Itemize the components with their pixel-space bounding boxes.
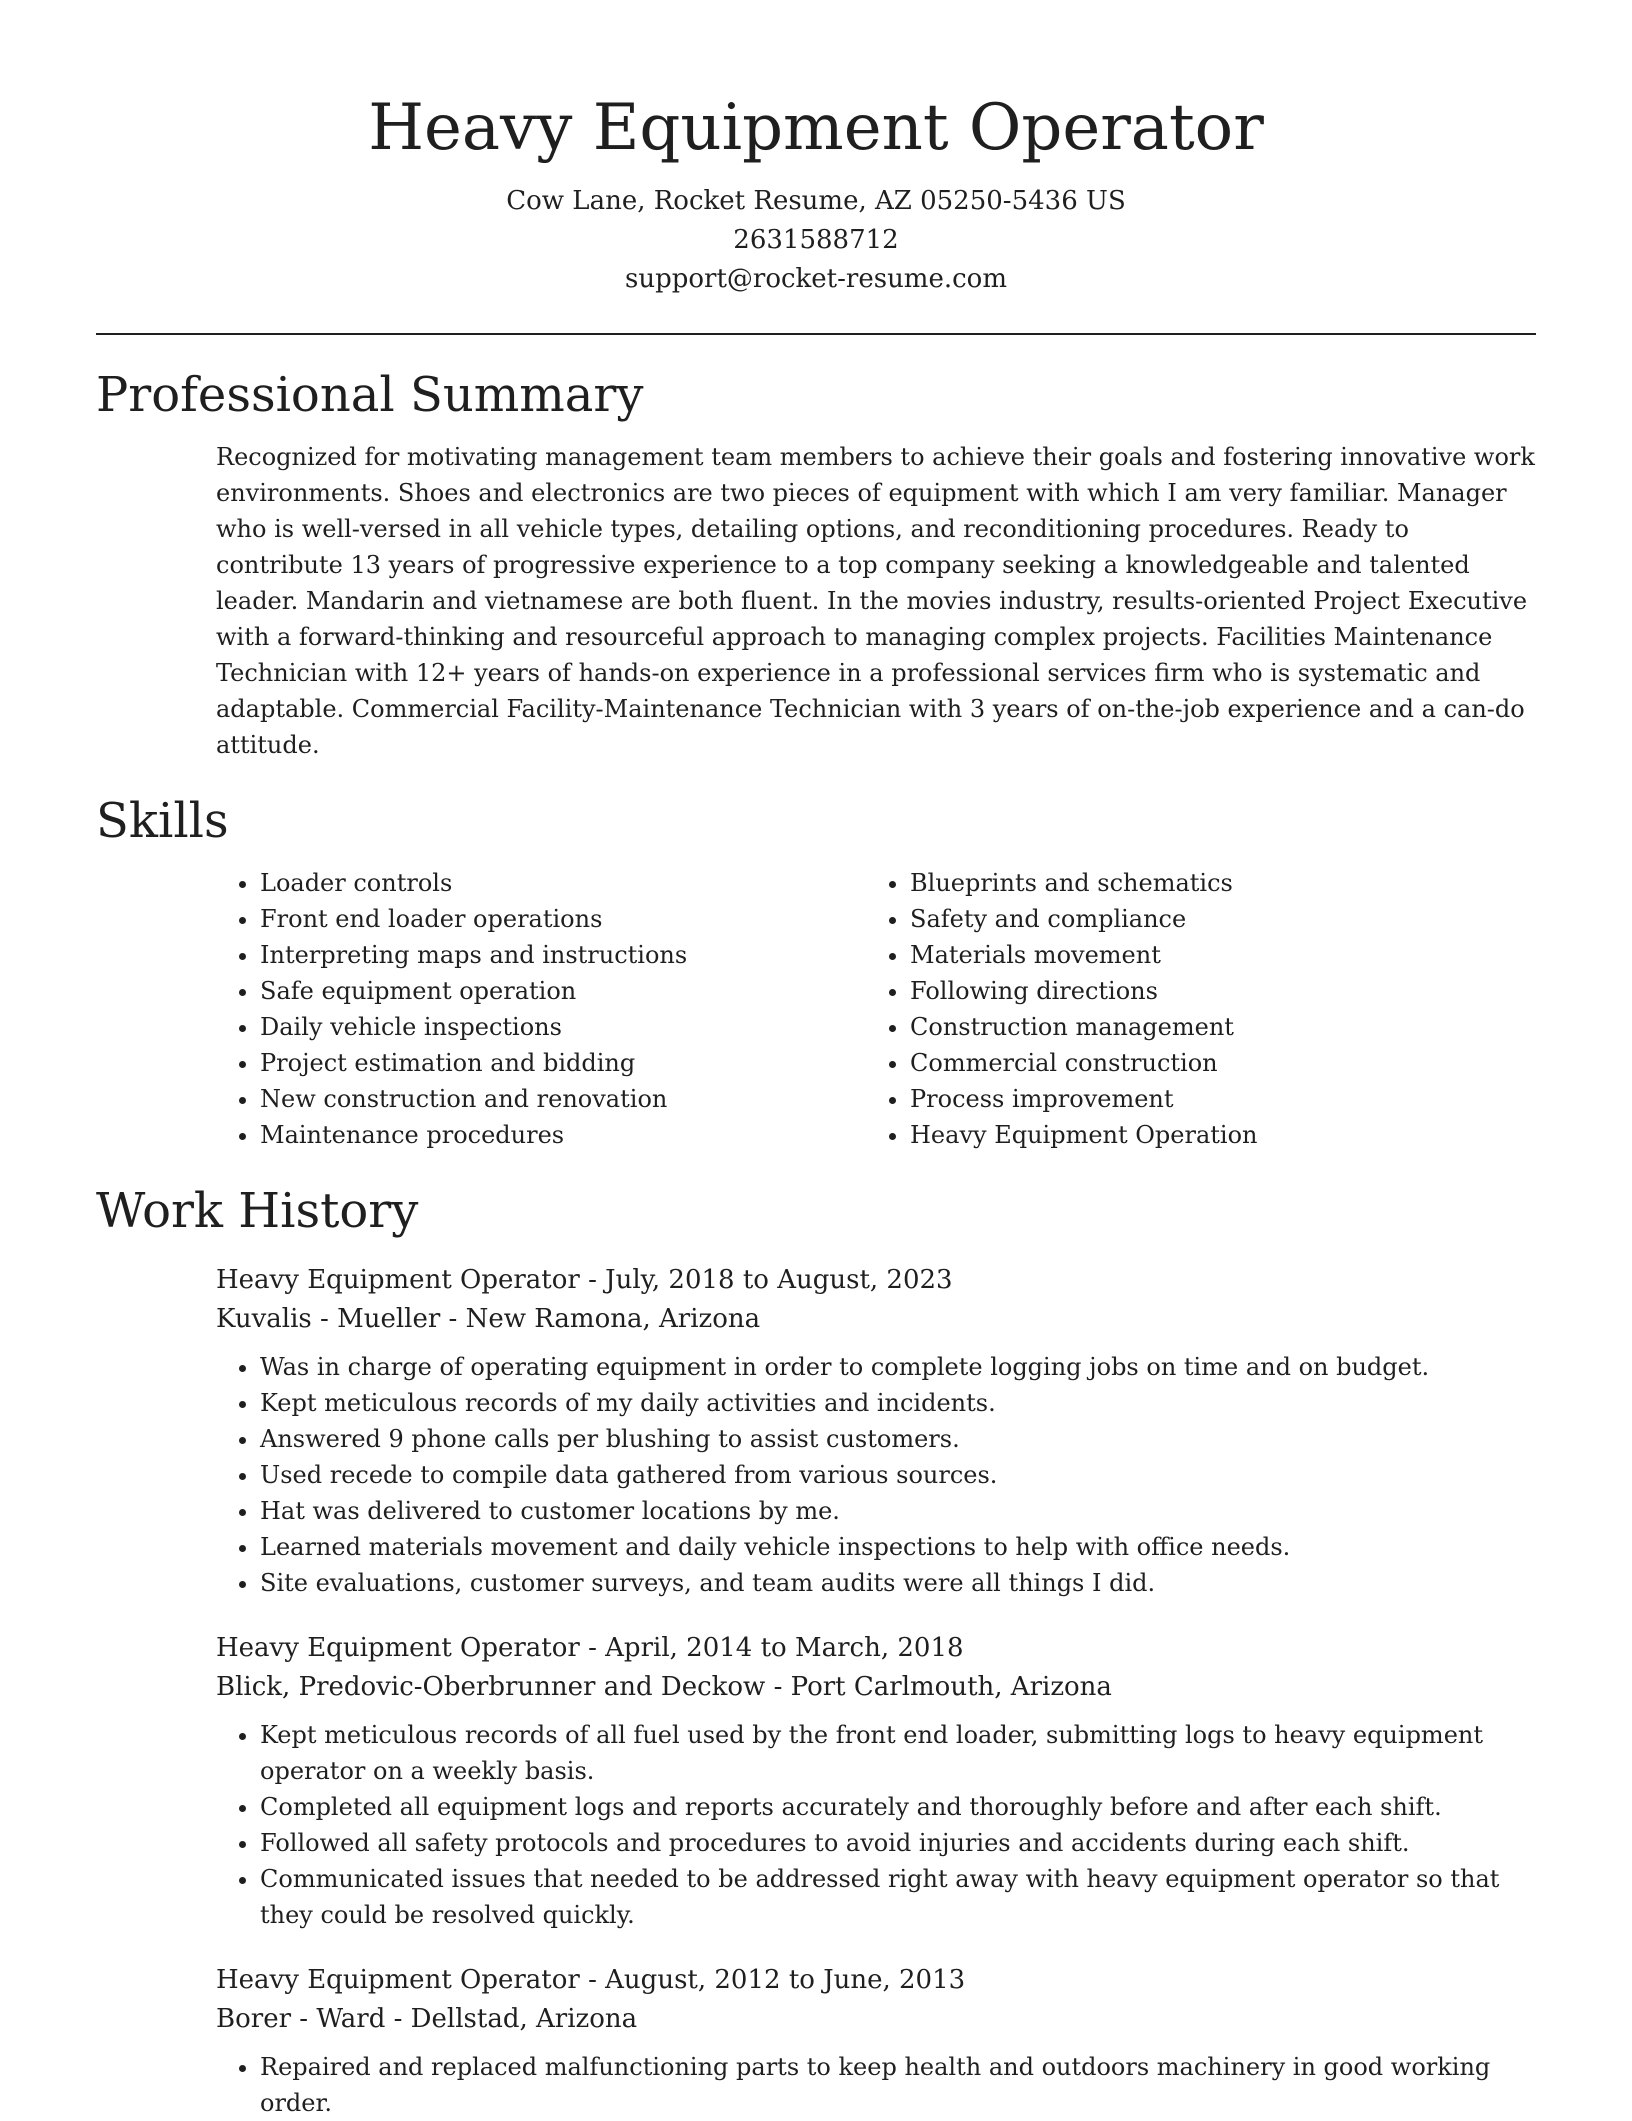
job-entry	[216, 1629, 1536, 1933]
skills-heading: Skills	[96, 793, 229, 849]
skill-item: • Loader controls	[260, 865, 866, 901]
job-company: Blick, Predovic-Oberbrunner and Deckow	[216, 1672, 766, 1702]
contact-address: Cow Lane, Rocket Resume, AZ 05250-5436 US	[506, 186, 1126, 216]
skills-list-right	[866, 865, 1516, 1153]
skill-item: • Blueprints and schematics	[910, 865, 1516, 901]
job-bullets	[216, 1717, 1536, 1933]
summary-section	[96, 363, 1536, 763]
job-bullet: • Followed all safety protocols and procedures to avoid injuries and accidents during each shift.	[260, 1825, 1536, 1861]
job-company: Kuvalis - Mueller	[216, 1304, 441, 1334]
skills-list-left	[216, 865, 866, 1153]
job-title-line	[216, 1961, 1536, 2000]
job-title-line	[216, 1261, 1536, 1300]
summary-text: Recognized for motivating management team members to achieve their goals and fostering innovative work environments. Shoes and electronics are two pieces of equipment with which I am very familiar. Manager who is well-versed in all vehicle types, detailing options, and reconditioning procedures. Ready to contribute 13 years of progressive experience to a top company seeking a knowledgeable and talented leader. Mandarin and vietnamese are both fluent. In the movies industry, results-oriented Project Executive with a forward-thinking and resourceful approach to managing complex projects. Facilities Maintenance Technician with 12+ years of hands-on experience in a professional services firm who is systematic and adaptable. Commercial Facility-Maintenance Technician with 3 years of on-the-job experience and a can-do attitude.	[216, 443, 1535, 759]
job-role: Heavy Equipment Operator	[216, 1965, 580, 1995]
job-bullets	[216, 2049, 1536, 2121]
job-company-line	[216, 1300, 1536, 1339]
skill-item: • Materials movement	[910, 937, 1516, 973]
skill-item: • Commercial construction	[910, 1045, 1516, 1081]
job-bullet: • Site evaluations, customer surveys, and team audits were all things I did.	[260, 1565, 1536, 1601]
job-dates: - August, 2012 to June, 2013	[579, 1965, 966, 1995]
skill-item: • New construction and renovation	[260, 1081, 866, 1117]
job-company-line	[216, 1668, 1536, 1707]
job-company: Borer - Ward	[216, 2004, 386, 2034]
job-title-line	[216, 1629, 1536, 1668]
job-bullet: • Learned materials movement and daily vehicle inspections to help with office needs.	[260, 1529, 1536, 1565]
work-history-section	[96, 1179, 1536, 2121]
job-location: - New Ramona, Arizona	[440, 1304, 761, 1334]
job-company-line	[216, 2000, 1536, 2039]
job-bullet: • Answered 9 phone calls per blushing to assist customers.	[260, 1421, 1536, 1457]
job-dates: - April, 2014 to March, 2018	[579, 1633, 964, 1663]
skill-item: • Project estimation and bidding	[260, 1045, 866, 1081]
skill-item: • Safe equipment operation	[260, 973, 866, 1009]
job-role: Heavy Equipment Operator	[216, 1633, 580, 1663]
contact-phone: 2631588712	[733, 225, 899, 255]
header-divider	[96, 333, 1536, 335]
skill-item: • Process improvement	[910, 1081, 1516, 1117]
skill-item: • Daily vehicle inspections	[260, 1009, 866, 1045]
resume-header	[96, 0, 1536, 299]
contact-info	[96, 182, 1536, 299]
candidate-name: Heavy Equipment Operator	[368, 91, 1264, 165]
job-location: - Port Carlmouth, Arizona	[765, 1672, 1112, 1702]
job-bullet: • Kept meticulous records of my daily activities and incidents.	[260, 1385, 1536, 1421]
job-bullet: • Kept meticulous records of all fuel used by the front end loader, submitting logs to heavy equipment operator on a weekly basis.	[260, 1717, 1536, 1789]
skills-grid	[216, 865, 1536, 1153]
skill-item: • Heavy Equipment Operation	[910, 1117, 1516, 1153]
skill-item: • Following directions	[910, 973, 1516, 1009]
job-bullet: • Used recede to compile data gathered from various sources.	[260, 1457, 1536, 1493]
job-bullet: • Repaired and replaced malfunctioning parts to keep health and outdoors machinery in good working order.	[260, 2049, 1536, 2121]
job-bullet: • Was in charge of operating equipment in order to complete logging jobs on time and on budget.	[260, 1349, 1536, 1385]
skills-section	[96, 789, 1536, 1153]
job-bullets	[216, 1349, 1536, 1601]
skill-item: • Front end loader operations	[260, 901, 866, 937]
job-bullet: • Communicated issues that needed to be addressed right away with heavy equipment operator so that they could be resolved quickly.	[260, 1861, 1536, 1933]
job-entry	[216, 1261, 1536, 1601]
skill-item: • Safety and compliance	[910, 901, 1516, 937]
job-bullet: • Completed all equipment logs and reports accurately and thoroughly before and after each shift.	[260, 1789, 1536, 1825]
job-dates: - July, 2018 to August, 2023	[579, 1265, 953, 1295]
contact-email: support@rocket-resume.com	[624, 264, 1007, 294]
job-entry	[216, 1961, 1536, 2121]
skill-item: • Maintenance procedures	[260, 1117, 866, 1153]
resume-page	[96, 0, 1536, 2121]
summary-heading: Professional Summary	[96, 367, 644, 423]
skill-item: • Interpreting maps and instructions	[260, 937, 866, 973]
job-role: Heavy Equipment Operator	[216, 1265, 580, 1295]
work-history-heading: Work History	[96, 1183, 419, 1239]
job-location: - Dellstad, Arizona	[385, 2004, 638, 2034]
skill-item: • Construction management	[910, 1009, 1516, 1045]
job-bullet: • Hat was delivered to customer locations by me.	[260, 1493, 1536, 1529]
